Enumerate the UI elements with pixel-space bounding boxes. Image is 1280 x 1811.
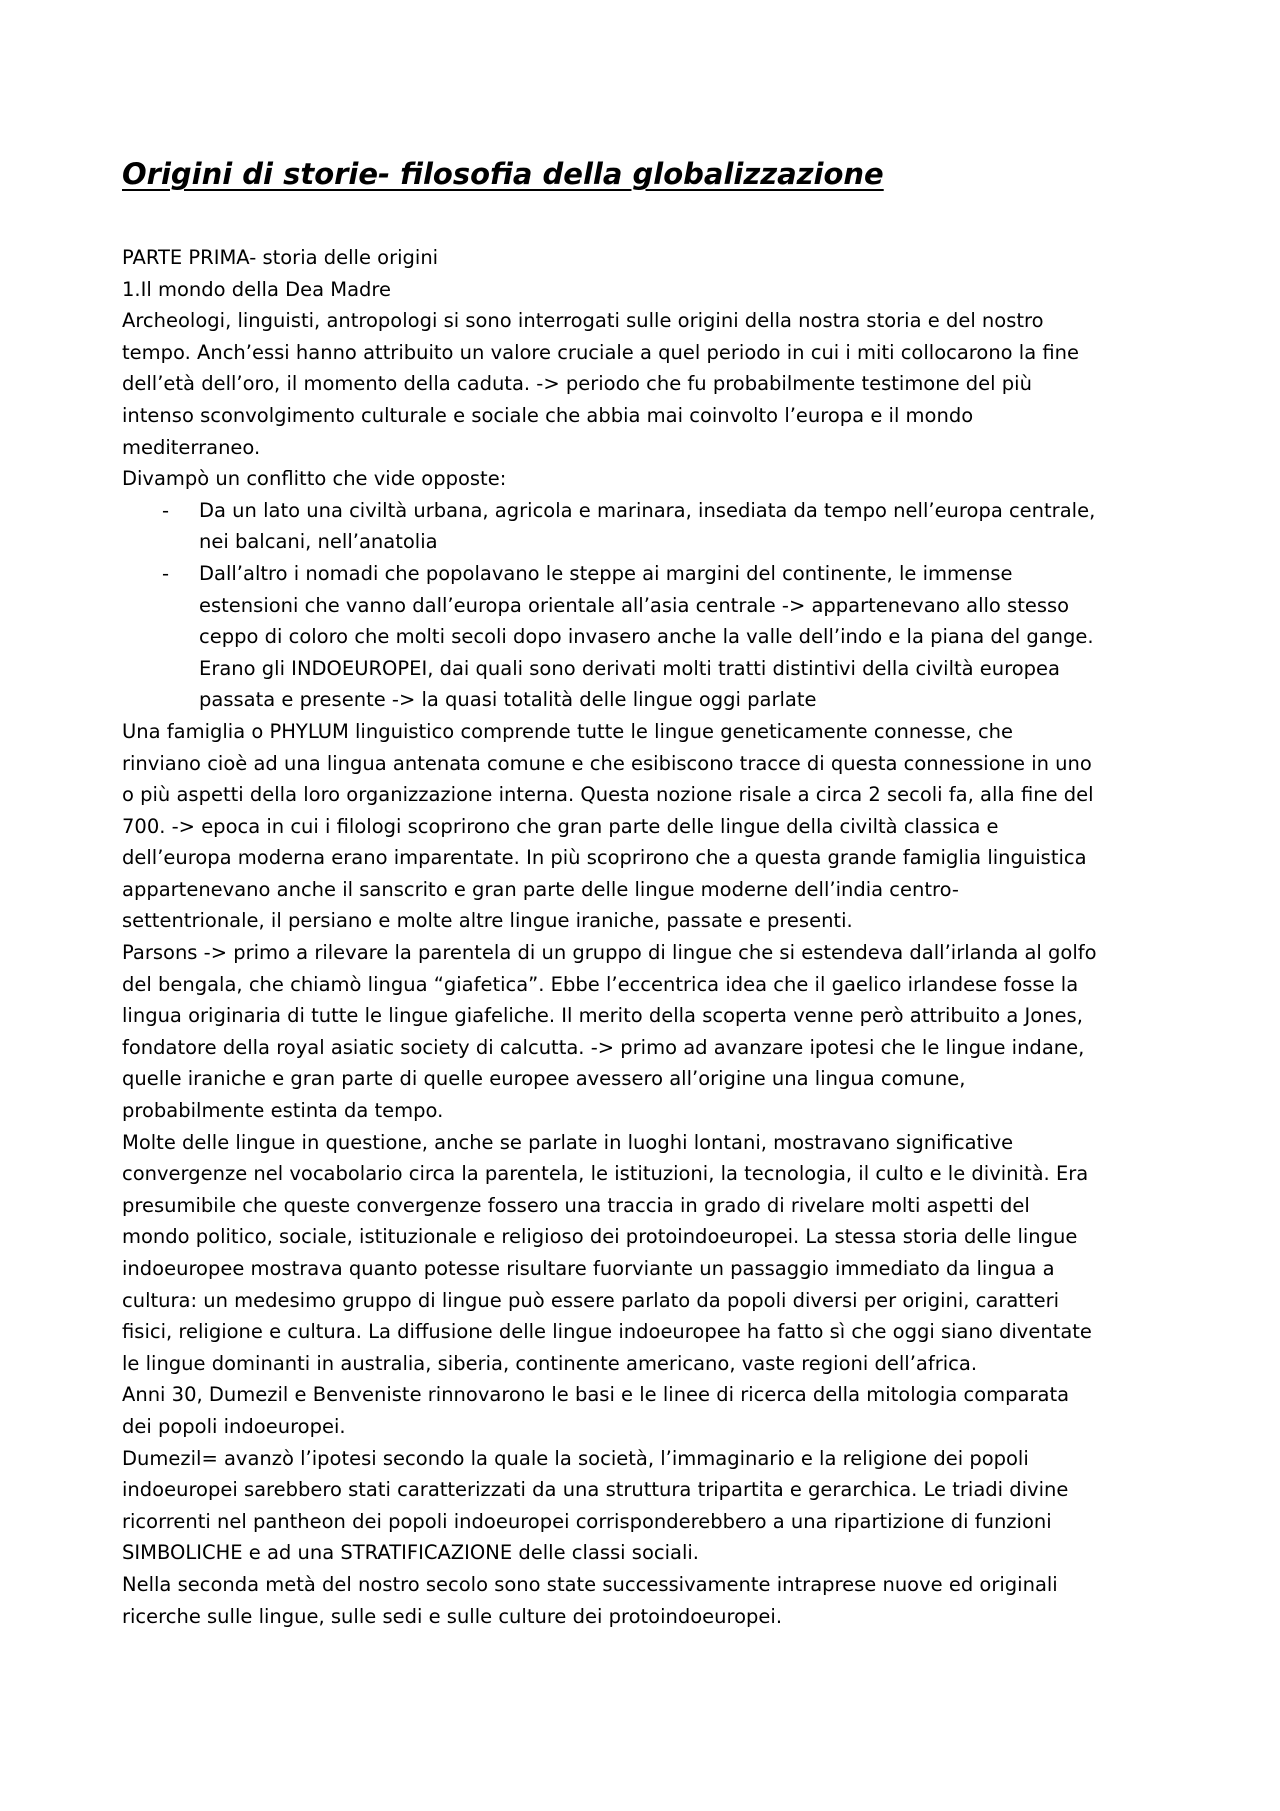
paragraph-5 bbox=[122, 1127, 1172, 1380]
bullet-marker: - bbox=[162, 498, 170, 522]
paragraph-3 bbox=[122, 716, 1172, 937]
paragraph-line: rinviano cioè ad una lingua antenata comune e che esibiscono tracce di questa connessione in uno bbox=[122, 751, 1092, 775]
paragraph-line: probabilmente estinta da tempo. bbox=[122, 1099, 444, 1123]
paragraph-line: dell’europa moderna erano imparentate. In più scoprirono che a questa grande famiglia linguistica bbox=[122, 846, 1087, 870]
list-item bbox=[122, 495, 1172, 558]
paragraph-line: cultura: un medesimo gruppo di lingue può essere parlato da popoli diversi per origini, caratteri bbox=[122, 1288, 1060, 1312]
paragraph-line: Dumezil= avanzò l’ipotesi secondo la quale la società, l’immaginario e la religione dei popoli bbox=[122, 1446, 1029, 1470]
paragraph-1 bbox=[122, 305, 1172, 463]
paragraph-line: Nella seconda metà del nostro secolo sono state successivamente intraprese nuove ed originali bbox=[122, 1572, 1058, 1596]
paragraph-line: intenso sconvolgimento culturale e sociale che abbia mai coinvolto l’europa e il mondo bbox=[122, 403, 974, 427]
paragraph-line: ricorrenti nel pantheon dei popoli indoeuropei corrisponderebbero a una ripartizione di funzioni bbox=[122, 1509, 1052, 1533]
paragraph-line: fondatore della royal asiatic society di calcutta. -> primo ad avanzare ipotesi che le lingue indane, bbox=[122, 1035, 1085, 1059]
paragraph-line: dei popoli indoeuropei. bbox=[122, 1414, 346, 1438]
section-heading: PARTE PRIMA- storia delle origini bbox=[122, 246, 439, 269]
list-item bbox=[122, 558, 1172, 716]
paragraph-line: settentrionale, il persiano e molte altre lingue iraniche, passate e presenti. bbox=[122, 909, 853, 933]
paragraph-line: lingua originaria di tutte le lingue giafeliche. Il merito della scoperta venne però attribuito a Jones, bbox=[122, 1004, 1083, 1028]
paragraph-2-intro: Divampò un conflitto che vide opposte: bbox=[122, 467, 507, 491]
list-item-line: estensioni che vanno dall’europa orientale all’asia centrale -> appartenevano allo stesso bbox=[199, 593, 1070, 617]
bullet-marker: - bbox=[162, 561, 170, 585]
paragraph-line: ricerche sulle lingue, sulle sedi e sulle culture dei protoindoeuropei. bbox=[122, 1604, 783, 1628]
paragraph-line: le lingue dominanti in australia, siberia, continente americano, vaste regioni dell’africa. bbox=[122, 1351, 978, 1375]
list-item-line: Dall’altro i nomadi che popolavano le steppe ai margini del continente, le immense bbox=[199, 561, 1013, 585]
list-item-line: Erano gli INDOEUROPEI, dai quali sono derivati molti tratti distintivi della civiltà europea bbox=[199, 656, 1060, 680]
paragraph-7 bbox=[122, 1443, 1172, 1569]
paragraph-line: quelle iraniche e gran parte di quelle europee avessero all’origine una lingua comune, bbox=[122, 1067, 966, 1091]
paragraph-line: fisici, religione e cultura. La diffusione delle lingue indoeuropee ha fatto sì che oggi siano diventate bbox=[122, 1320, 1092, 1344]
paragraph-line: 700. -> epoca in cui i filologi scoprirono che gran parte delle lingue della civiltà classica e bbox=[122, 814, 999, 838]
paragraph-line: o più aspetti della loro organizzazione interna. Questa nozione risale a circa 2 secoli fa, alla fine del bbox=[122, 783, 1094, 807]
paragraph-line: presumibile che queste convergenze fossero una traccia in grado di rivelare molti aspetti del bbox=[122, 1193, 1030, 1217]
bullet-list bbox=[122, 495, 1172, 716]
paragraph-line: convergenze nel vocabolario circa la parentela, le istituzioni, la tecnologia, il culto e le divinità. Era bbox=[122, 1162, 1089, 1186]
paragraph-line: Una famiglia o PHYLUM linguistico comprende tutte le lingue geneticamente connesse, che bbox=[122, 719, 1014, 743]
paragraph-line: appartenevano anche il sanscrito e gran parte delle lingue moderne dell’india centro- bbox=[122, 877, 959, 901]
paragraph-line: dell’età dell’oro, il momento della caduta. -> periodo che fu probabilmente testimone del più bbox=[122, 372, 1032, 396]
paragraph-line: mediterraneo. bbox=[122, 435, 261, 459]
paragraph-line: Anni 30, Dumezil e Benveniste rinnovarono le basi e le linee di ricerca della mitologia comparata bbox=[122, 1383, 1070, 1407]
paragraph-8 bbox=[122, 1569, 1172, 1632]
paragraph-4 bbox=[122, 937, 1172, 1127]
paragraph-line: del bengala, che chiamò lingua “giafetica”. Ebbe l’eccentrica idea che il gaelico irlandese fosse la bbox=[122, 972, 1079, 996]
paragraph-line: Archeologi, linguisti, antropologi si sono interrogati sulle origini della nostra storia e del nostro bbox=[122, 309, 1044, 333]
chapter-heading: 1.Il mondo della Dea Madre bbox=[122, 277, 392, 301]
paragraph-line: Molte delle lingue in questione, anche se parlate in luoghi lontani, mostravano significative bbox=[122, 1130, 1014, 1154]
paragraph-line: SIMBOLICHE e ad una STRATIFICAZIONE delle classi sociali. bbox=[122, 1541, 700, 1565]
paragraph-line: indoeuropei sarebbero stati caratterizzati da una struttura tripartita e gerarchica. Le triadi divine bbox=[122, 1478, 1069, 1502]
list-item-line: nei balcani, nell’anatolia bbox=[199, 530, 438, 554]
paragraph-line: tempo. Anch’essi hanno attribuito un valore cruciale a quel periodo in cui i miti collocarono la fine bbox=[122, 340, 1080, 364]
paragraph-6 bbox=[122, 1379, 1172, 1442]
list-item-line: passata e presente -> la quasi totalità delle lingue oggi parlate bbox=[199, 688, 817, 712]
paragraph-line: mondo politico, sociale, istituzionale e religioso dei protoindoeuropei. La stessa storia delle lingue bbox=[122, 1225, 1078, 1249]
list-item-line: ceppo di coloro che molti secoli dopo invasero anche la valle dell’indo e la piana del gange. bbox=[199, 625, 1094, 649]
list-item-line: Da un lato una civiltà urbana, agricola e marinara, insediata da tempo nell’europa centrale, bbox=[199, 498, 1096, 522]
document-page bbox=[122, 152, 1172, 1632]
paragraph-line: indoeuropee mostrava quanto potesse risultare fuorviante un passaggio immediato da lingua a bbox=[122, 1257, 1055, 1280]
paragraph-line: Parsons -> primo a rilevare la parentela di un gruppo di lingue che si estendeva dall’irlanda al golfo bbox=[122, 941, 1097, 965]
document-title: Origini di storie- filosofia della globalizzazione bbox=[122, 157, 884, 191]
